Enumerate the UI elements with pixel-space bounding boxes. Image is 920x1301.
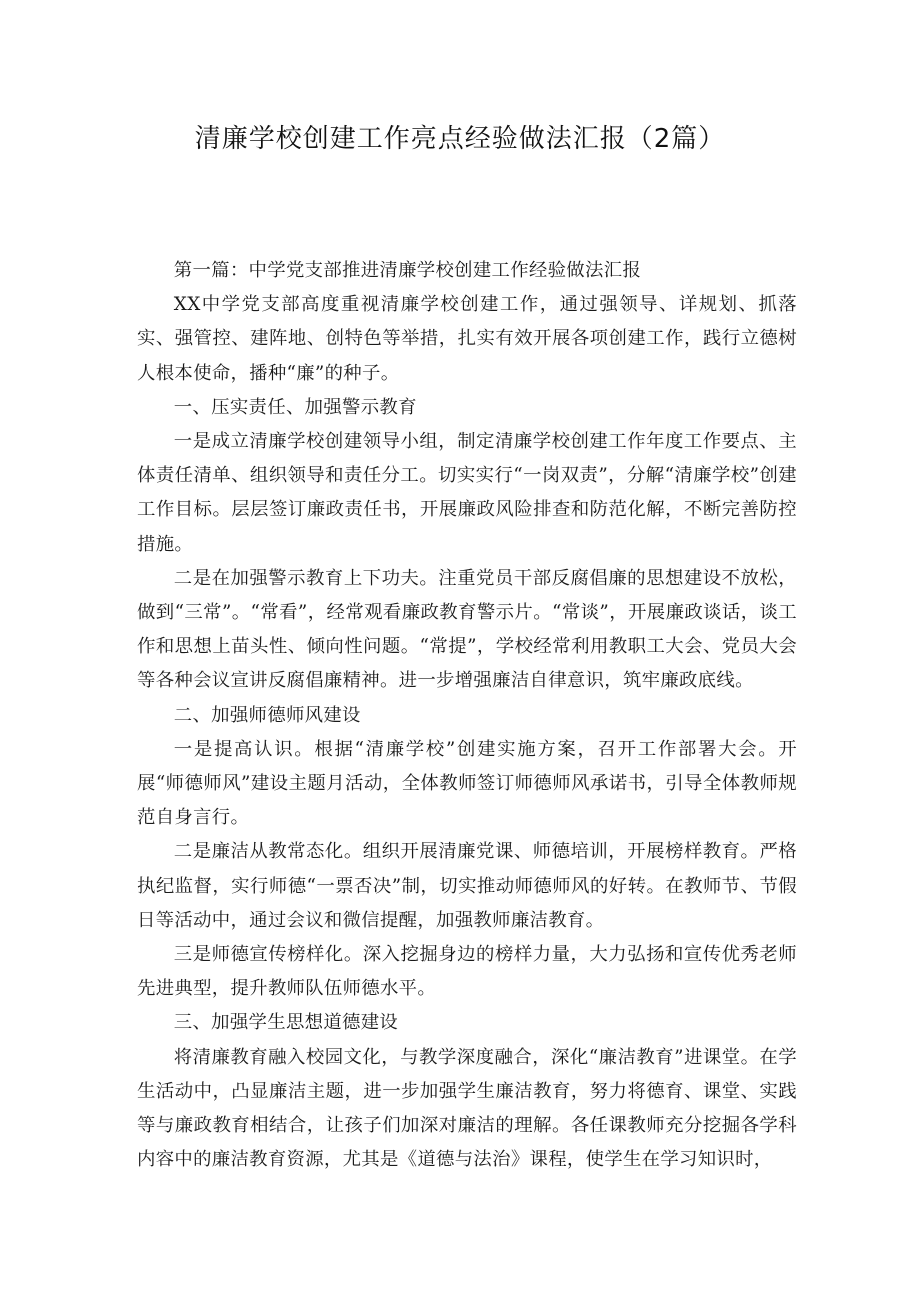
document-body [137, 254, 797, 1177]
section-heading-student-ethics: 三、加强学生思想道德建设 [173, 1012, 399, 1034]
paragraph-integrity-normalization: 二是廉洁从教常态化。组织开展清廉党课、师德培训，开展榜样教育。严格执纪监督，实行师德“一票否决”制，切实推动师德师风的好转。在教师节、节假日等活动中，通过会议和微信提醒，加强教师廉洁教育。 [137, 841, 797, 931]
section-heading-teacher-ethics: 二、加强师德师风建设 [173, 704, 361, 726]
section-heading-part-one: 第一篇：中学党支部推进清廉学校创建工作经验做法汇报 [173, 260, 642, 281]
paragraph-intro: XX中学党支部高度重视清廉学校创建工作，通过强领导、详规划、抓落实、强管控、建阵地、创特色等举措，扎实有效开展各项创建工作，践行立德树人根本使命，播种“廉”的种子。 [137, 294, 797, 384]
paragraph-raise-awareness: 一是提高认识。根据“清廉学校”创建实施方案，召开工作部署大会。开展“师德师风”建设主题月活动，全体教师签订师德师风承诺书，引导全体教师规范自身言行。 [137, 738, 797, 829]
paragraph-leadership-group: 一是成立清廉学校创建领导小组，制定清廉学校创建工作年度工作要点、主体责任清单、组织领导和责任分工。切实实行“一岗双责”，分解“清廉学校”创建工作目标。层层签订廉政责任书，开展廉政风险排查和防范化解，不断完善防控措施。 [137, 431, 797, 555]
section-heading-responsibility: 一、压实责任、加强警示教育 [173, 396, 417, 418]
paragraph-role-models: 三是师德宣传榜样化。深入挖掘身边的榜样力量，大力弘扬和宣传优秀老师先进典型，提升教师队伍师德水平。 [137, 944, 797, 1000]
paragraph-campus-culture: 将清廉教育融入校园文化，与教学深度融合，深化“廉洁教育”进课堂。在学生活动中，凸显廉洁主题，进一步加强学生廉洁教育，努力将德育、课堂、实践等与廉政教育相结合，让孩子们加深对廉洁的理解。各任课教师充分挖掘各学科内容中的廉洁教育资源，尤其是《道德与法治》课程，使学生在学习知识时， [137, 1046, 797, 1171]
document-title: 清廉学校创建工作亮点经验做法汇报（2篇） [194, 124, 726, 154]
paragraph-warning-education: 二是在加强警示教育上下功夫。注重党员干部反腐倡廉的思想建设不放松，做到“三常”。“常看”，经常观看廉政教育警示片。“常谈”，开展廉政谈话，谈工作和思想上苗头性、倾向性问题。“常提”，学校经常利用教职工大会、党员大会等各种会议宣讲反腐倡廉精神。进一步增强廉洁自律意识，筑牢廉政底线。 [137, 567, 797, 692]
